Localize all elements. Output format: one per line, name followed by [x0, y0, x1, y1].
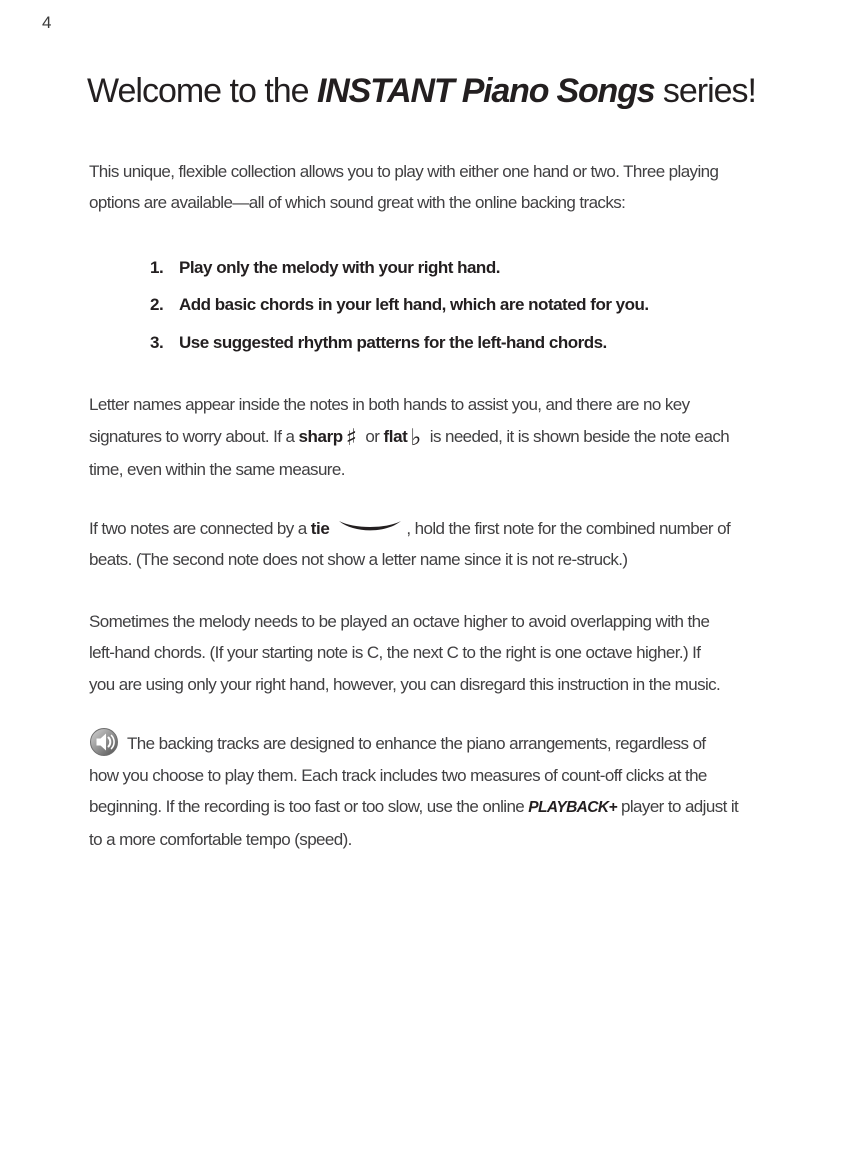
text-line: [89, 606, 809, 638]
text-segment: how you choose to play them. Each track includes two measures of count-off clicks at the: [89, 765, 707, 785]
text-line: [89, 454, 809, 486]
text-segment: to a more comfortable tempo (speed).: [89, 829, 352, 849]
text-segment: , hold the first note for the combined number of: [406, 518, 731, 538]
text-segment: Letter names appear inside the notes in both hands to assist you, and there are no key: [89, 395, 690, 414]
text-line: [89, 544, 809, 576]
text-line: [89, 637, 809, 669]
sharp-symbol: ♯: [345, 424, 357, 451]
text-line: [89, 727, 809, 760]
page-title: [87, 72, 809, 110]
text-line: [89, 389, 809, 421]
text-line: [89, 760, 809, 792]
tie-label: tie: [310, 518, 330, 538]
speaker-icon: [89, 727, 119, 757]
text-segment: options are available—all of which sound great with the online backing tracks:: [89, 193, 626, 212]
text-line: [87, 72, 809, 110]
list-item-text: Play only the melody with your right hand.: [179, 257, 500, 277]
text-segment: player to adjust it: [616, 797, 739, 816]
list-item-number: 2.: [150, 295, 164, 314]
title-prefix: Welcome to the: [87, 72, 318, 110]
backing-tracks-paragraph: [89, 727, 809, 855]
text-segment: left-hand chords. (If your starting note is C, the next C to the right is one octave higher.) If: [89, 643, 701, 662]
flat-label: flat: [383, 426, 408, 446]
playback-plus-logo: PLAYBACK+: [528, 799, 617, 816]
list-item-number: 3.: [150, 332, 164, 352]
octave-paragraph: [89, 606, 809, 701]
text-segment: Sometimes the melody needs to be played an octave higher to avoid overlapping with the: [89, 611, 710, 631]
title-suffix: series!: [654, 72, 756, 110]
tie-icon: [337, 518, 403, 534]
list-item-number: 1.: [150, 257, 164, 277]
text-segment: you are using only your right hand, however, you can disregard this instruction in the music.: [89, 674, 721, 694]
list-item-text: Use suggested rhythm patterns for the left-hand chords.: [179, 332, 607, 352]
text-segment: beginning. If the recording is too fast or too slow, use the online: [89, 797, 529, 816]
playing-options-list: [89, 249, 809, 362]
text-line: [89, 513, 809, 545]
page-content: [89, 0, 809, 855]
text-line: [89, 791, 809, 824]
list-item: [150, 286, 809, 324]
page-number: 4: [42, 13, 52, 32]
list-item: [150, 324, 809, 362]
text-segment: If two notes are connected by a: [89, 518, 311, 538]
series-name: INSTANT Piano Songs: [317, 72, 655, 110]
intro-paragraph: [89, 156, 809, 219]
text-segment: or: [361, 426, 384, 446]
text-segment: time, even within the same measure.: [89, 460, 345, 479]
tie-paragraph: [89, 513, 809, 576]
text-segment: beats. (The second note does not show a letter name since it is not re-struck.): [89, 550, 628, 569]
text-line: [89, 421, 809, 455]
list-item-text: Add basic chords in your left hand, which are notated for you.: [179, 295, 649, 314]
flat-symbol: ♭: [410, 424, 421, 451]
text-segment: This unique, flexible collection allows you to play with either one hand or two. Three playing: [89, 161, 719, 181]
text-segment: signatures to worry about. If a: [89, 426, 299, 446]
text-line: [89, 187, 809, 219]
text-line: [89, 669, 809, 701]
sharp-label: sharp: [298, 426, 343, 446]
text-segment: is needed, it is shown beside the note each: [425, 426, 730, 446]
list-item: [150, 249, 809, 287]
text-segment: The backing tracks are designed to enhance the piano arrangements, regardless of: [127, 734, 706, 753]
text-line: [89, 824, 809, 856]
letter-names-paragraph: [89, 389, 809, 486]
text-line: [89, 156, 809, 188]
